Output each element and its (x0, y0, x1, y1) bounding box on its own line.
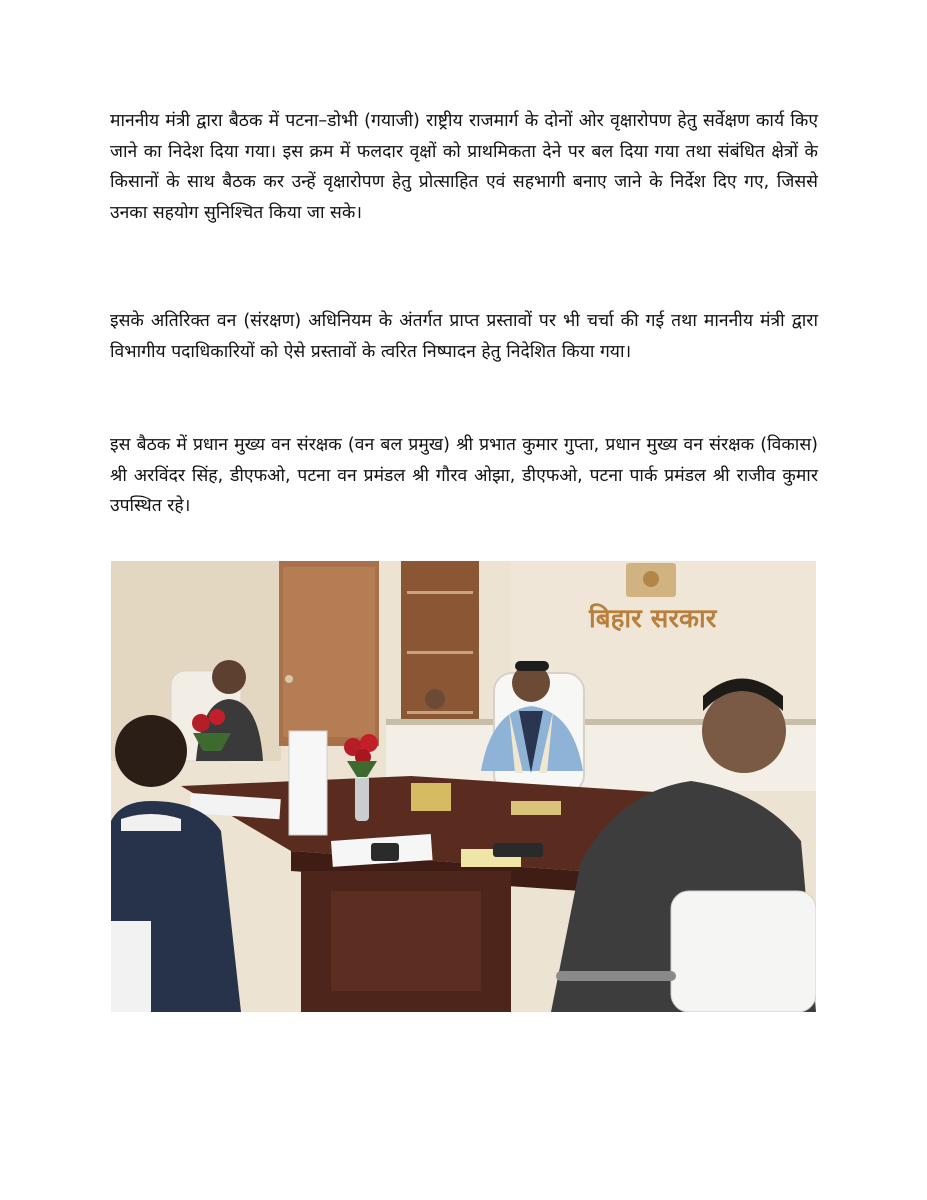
paragraph-plantation-directive: माननीय मंत्री द्वारा बैठक में पटना–डोभी (गयाजी) राष्ट्रीय राजमार्ग के दोनों ओर वृक्षारोपण हेतु सर्वेक्षण कार्य किए जाने का निदेश दिया गया। इस क्रम में फलदार वृक्षों को प्राथमिकता देने पर बल दिया गया तथा संबंधित क्षेत्रों के किसानों के साथ बैठक कर उन्हें वृक्षारोपण हेतु प्रोत्साहित एवं सहभागी बनाए जाने के निर्देश दिए गए, जिससे उनका सहयोग सुनिश्चित किया जा सके। (110, 111, 818, 223)
emblem-icon (626, 563, 676, 597)
wall-sign-text: बिहार सरकार (589, 604, 717, 634)
meeting-photo (111, 561, 816, 1012)
paragraph-attendees: इस बैठक में प्रधान मुख्य वन संरक्षक (वन बल प्रमुख) श्री प्रभात कुमार गुप्ता, प्रधान मुख्य वन संरक्षक (विकास) श्री अरविंदर सिंह, डीएफओ, पटना वन प्रमंडल श्री गौरव ओझा, डीएफओ, पटना पार्क प्रमंडल श्री राजीव कुमार उपस्थित रहे। (110, 435, 818, 516)
paragraph-forest-act-proposals: इसके अतिरिक्त वन (संरक्षण) अधिनियम के अंतर्गत प्राप्त प्रस्तावों पर भी चर्चा की गई तथा माननीय मंत्री द्वारा विभागीय पदाधिकारियों को ऐसे प्रस्तावों के त्वरित निष्पादन हेतु निदेशित किया गया। (110, 311, 818, 362)
